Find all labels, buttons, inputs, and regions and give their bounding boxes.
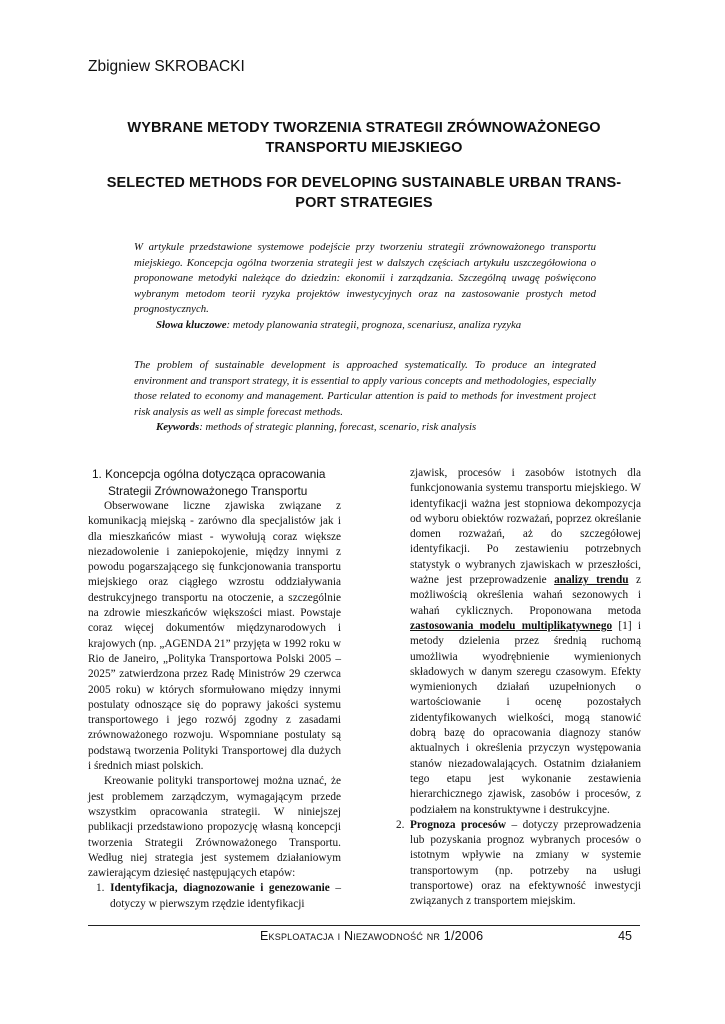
footer-divider: [88, 925, 640, 926]
list-item-1-title: Identyfikacja, diagnozowanie i genezowanie: [110, 882, 330, 895]
list-item-1-lead: – dotyczy w pierwszym rzędzie identyfikacji: [110, 882, 341, 910]
author-name: Zbigniew SKROBACKI: [88, 58, 245, 75]
section-1-heading: 1. Koncepcja ogólna dotycząca opracowania Strategii Zrównoważonego Transportu: [92, 467, 326, 498]
section-1-paragraph-2: Kreowanie polityki transportowej można uznać, że jest problemem zarządczym, wymagającym przede wszystkim opracowania strategii. W niniejszej publikacji przedstawiono propozycję własną koncepcji tworzenia Strategii Zrównoważonego Transportu. Według niej strategia jest systemem działaniowym zawierającym dziesięć następujących etapów:: [88, 775, 341, 880]
title-polish-line-2: TRANSPORTU MIEJSKIEGO: [265, 140, 463, 156]
keywords-polish-label: Słowa kluczowe: [156, 318, 227, 331]
list-item-1-number: 1.: [96, 882, 105, 895]
list-item-1-text-b: z możliwością określenia wahań sezonowych i wahań cyklicznych. Proponowana metoda: [410, 574, 641, 617]
abstract-english: [134, 358, 596, 436]
list-item-1-text-a: zjawisk, procesów i zasobów istotnych dla funkcjonowania systemu transportu miejskiego. W identyfikacji ważna jest stopniowa dekompozycja od wyboru obiektów rozważań, poprzez określanie domen rozważań, aż do szczegółowej identyfikacji. Po zestawieniu potrzebnych statystyk o wybranych zjawiskach w przeszłości, ważne jest przeprowadzenie: [410, 467, 641, 587]
title-block: [88, 118, 640, 213]
title-english-line-1: SELECTED METHODS FOR DEVELOPING SUSTAINABLE URBAN TRANS-: [106, 175, 622, 191]
list-item-1-text-c: [1] i metody dzielenia przez średnią ruchomą umożliwia wyodrębnienie wymienionych składowych w danym szeregu czasowym. Efekty wymienionych działań uzupełnionych o wartościowanie i ocenę pozostałych zidentyfikowanych wielkości, mogą stanowić dobrą bazę do opracowania diagnozy stanów aktualnych i określenia przyczyn występowania stanów niezadowalających. Ostatnim działaniem tego etapu jest wykonanie zestawienia hierarchicznego zjawisk, zasobów i procesów, z podziałem na konstruktywne i destrukcyjne.: [410, 619, 641, 816]
section-1-paragraph-1: Obserwowane liczne zjawiska związane z komunikacją miejską - zarówno dla specjalistów jak i dla mieszkańców miast - wywołują coraz większe niezadowolenie i zaniepokojenie, między innymi z powodu pogarszającego się funkcjonowania transportu miejskiego oraz ciągłego wzrostu oddziaływania destrukcyjnego transportu na otoczenie, a szczególnie na zdrowie mieszkańców większości miast. Powstaje coraz więcej dokumentów międzynarodowych i krajowych (np. „AGENDA 21” przyjęta w 1992 roku w Rio de Janeiro, „Polityka Transportowa Polski 2005 – 2025” zatwierdzona przez Radę Ministrów 29 czerwca 2005 roku) w których sformułowano między innymi postulaty odnoszące się do poprawy jakości systemu transportowego i jego rozwój zgodny z zasadami zrównoważonego rozwoju. Wspomniane postulaty są podstawą tworzenia Polityki Transportowej dla dużych i średnich miast polskich.: [88, 500, 341, 773]
multiplicative-model-term: zastosowania modelu multiplikatywnego: [410, 619, 613, 632]
keywords-polish-list: : metody planowania strategii, prognoza, scenariusz, analiza ryzyka: [226, 318, 522, 331]
title-english-line-2: PORT STRATEGIES: [295, 195, 433, 211]
title-polish: [88, 118, 640, 158]
list-item-2-text: – dotyczy przeprowadzenia lub pozyskania prognoz wybranych procesów o istotnym wpływie na zmiany w systemie transportowym (np. potrzeby na usługi transportowe) oraz na efektywność inwestycji związanych z transportem miejskim.: [410, 818, 642, 908]
abstract-polish: [134, 240, 596, 334]
list-item-2-number: 2.: [396, 818, 405, 831]
keywords-polish: [134, 318, 596, 334]
journal-name: Eksploatacja i Niezawodność nr 1/2006: [260, 929, 484, 943]
keywords-english: [134, 420, 596, 436]
trend-analysis-term: analizy trendu: [554, 574, 629, 587]
title-polish-line-1: WYBRANE METODY TWORZENIA STRATEGII ZRÓWNOWAŻONEGO: [127, 120, 601, 136]
abstract-english-text: The problem of sustainable development is approached systematically. To produce an integrated environment and transport strategy, it is essential to apply various concepts and methodologies, especially those related to economy and management. Particular attention is paid to methods for investment project risk analysis as well as simple forecast methods.: [134, 359, 596, 418]
column-right: [388, 466, 641, 910]
list-item-1-continuation: [388, 466, 641, 818]
list-item-2: [388, 818, 641, 910]
column-left: [88, 466, 341, 912]
list-item-1: [88, 881, 341, 912]
abstract-polish-text: W artykule przedstawione systemowe podejście przy tworzeniu strategii zrównoważonego transportu miejskiego. Koncepcja ogólna tworzenia strategii jest w dalszych częściach artykułu uszczegółowiona o proponowane metodyki należące do dziedzin: ekonomii i zarządzania. Szczególną uwagę poświęcono wybranym metodom teorii ryzyka projektów inwestycyjnych oraz na zastosowanie prostych metod prognostycznych.: [134, 241, 596, 316]
page-number: 45: [618, 929, 632, 943]
keywords-english-list: : methods of strategic planning, forecast, scenario, risk analysis: [199, 421, 477, 434]
title-english: [88, 173, 640, 213]
list-item-2-title: Prognoza procesów: [409, 818, 507, 831]
keywords-english-label: Keywords: [156, 421, 200, 434]
